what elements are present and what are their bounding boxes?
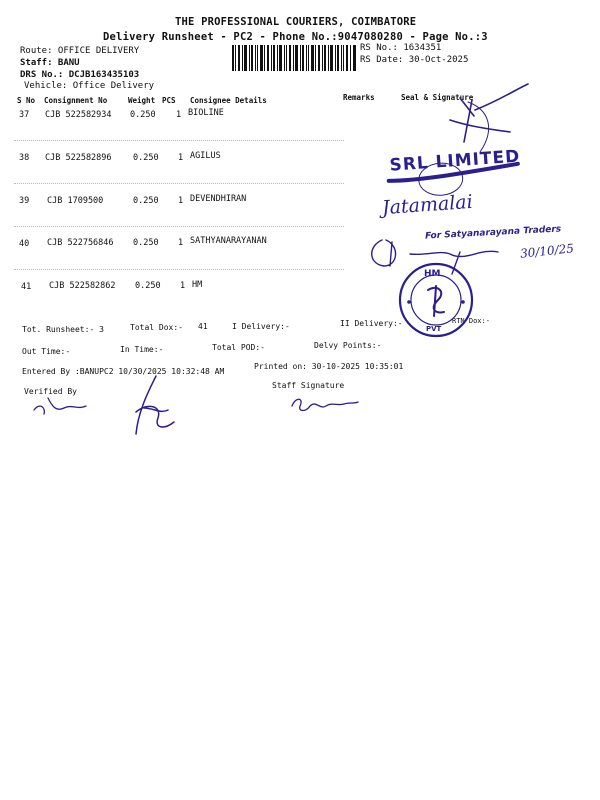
row-weight: 0.250: [130, 110, 156, 120]
row-consignee: BIOLINE: [188, 108, 224, 118]
runsheet-title: Delivery Runsheet - PC2 - Phone No.:9047080280 - Page No.:3: [103, 31, 488, 43]
total-pod: Total POD:-: [212, 343, 265, 352]
row-weight: 0.250: [133, 153, 159, 163]
entered-by-signature: [128, 372, 180, 440]
col-seal-signature: Seal & Signature: [401, 93, 474, 102]
hm-round-seal: [398, 262, 478, 342]
rs-number: RS No.: 1634351: [360, 43, 442, 53]
printed-on: Printed on: 30-10-2025 10:35:01: [254, 362, 404, 371]
in-time: In Time:-: [120, 345, 164, 354]
row-consignee: SATHYANARAYANAN: [190, 236, 267, 246]
row-pcs: 1: [178, 196, 184, 206]
staff-signature: [288, 392, 360, 416]
handwritten-name: Jatamalai: [381, 190, 474, 220]
row-weight: 0.250: [133, 238, 159, 248]
row-divider: [14, 269, 344, 270]
col-remarks: Remarks: [343, 93, 375, 102]
row-consignment: CJB 522582896: [45, 153, 112, 163]
rs-date: RS Date: 30-Oct-2025: [360, 55, 469, 65]
col-sno: S No: [17, 96, 36, 105]
row-sno: 39: [19, 196, 30, 206]
row-pcs: 1: [178, 238, 184, 248]
verified-by-signature: [30, 392, 90, 422]
row-consignee: DEVENDHIRAN: [190, 194, 247, 204]
row-consignee: AGILUS: [190, 151, 221, 161]
handwritten-date: 30/10/25: [519, 241, 575, 261]
rtn-dox: RTN Dox:-: [452, 317, 490, 325]
row-divider: [14, 226, 344, 227]
row-consignee: HM: [192, 280, 203, 290]
row-weight: 0.250: [135, 281, 161, 291]
barcode: [232, 45, 356, 71]
staff-signature-label: Staff Signature: [272, 381, 345, 390]
vehicle: Vehicle: Office Delivery: [24, 81, 155, 91]
staff: Staff: BANU: [20, 58, 80, 68]
pvt-seal-text: PVT: [426, 325, 442, 333]
route: Route: OFFICE DELIVERY: [20, 46, 140, 56]
col-consignment: Consignment No: [44, 96, 108, 105]
delvy-points: Delvy Points:-: [314, 341, 382, 350]
row-sno: 41: [21, 282, 32, 292]
company-title: THE PROFESSIONAL COURIERS, COIMBATORE: [175, 16, 417, 28]
row-consignment: CJB 522582934: [45, 110, 112, 120]
row-pcs: 1: [178, 153, 184, 163]
ii-delivery: II Delivery:-: [340, 319, 403, 328]
verified-by: Verified By: [24, 387, 77, 396]
col-pcs: PCS: [162, 96, 176, 105]
hm-seal-text: HM: [424, 269, 441, 279]
total-dox-value: 41: [198, 322, 208, 331]
total-dox-label: Total Dox:-: [130, 323, 183, 332]
row-consignment: CJB 1709500: [47, 196, 104, 206]
drs-number: DRS No.: DCJB163435103: [20, 70, 140, 80]
col-consignee: Consignee Details: [190, 96, 267, 105]
row-divider: [14, 140, 344, 141]
out-time: Out Time:-: [22, 347, 71, 356]
row-sno: 37: [19, 110, 30, 120]
row-divider: [14, 183, 344, 184]
tot-runsheet: Tot. Runsheet:- 3: [22, 325, 104, 334]
row-pcs: 1: [176, 110, 182, 120]
trader-stamp-text: For Satyanarayana Traders: [424, 224, 562, 242]
row-sno: 38: [19, 153, 30, 163]
srl-stamp-text: SRL LIMITED: [388, 146, 521, 176]
entered-by: Entered By :BANUPC2 10/30/2025 10:32:48 AM: [22, 367, 225, 376]
row-sno: 40: [19, 239, 30, 249]
row-pcs: 1: [180, 281, 186, 291]
srl-limited-stamp: [388, 138, 528, 198]
row-weight: 0.250: [133, 196, 159, 206]
row-consignment: CJB 522756846: [47, 238, 114, 248]
row-consignment: CJB 522582862: [49, 281, 116, 291]
i-delivery: I Delivery:-: [232, 322, 290, 331]
col-weight: Weight: [128, 96, 156, 105]
